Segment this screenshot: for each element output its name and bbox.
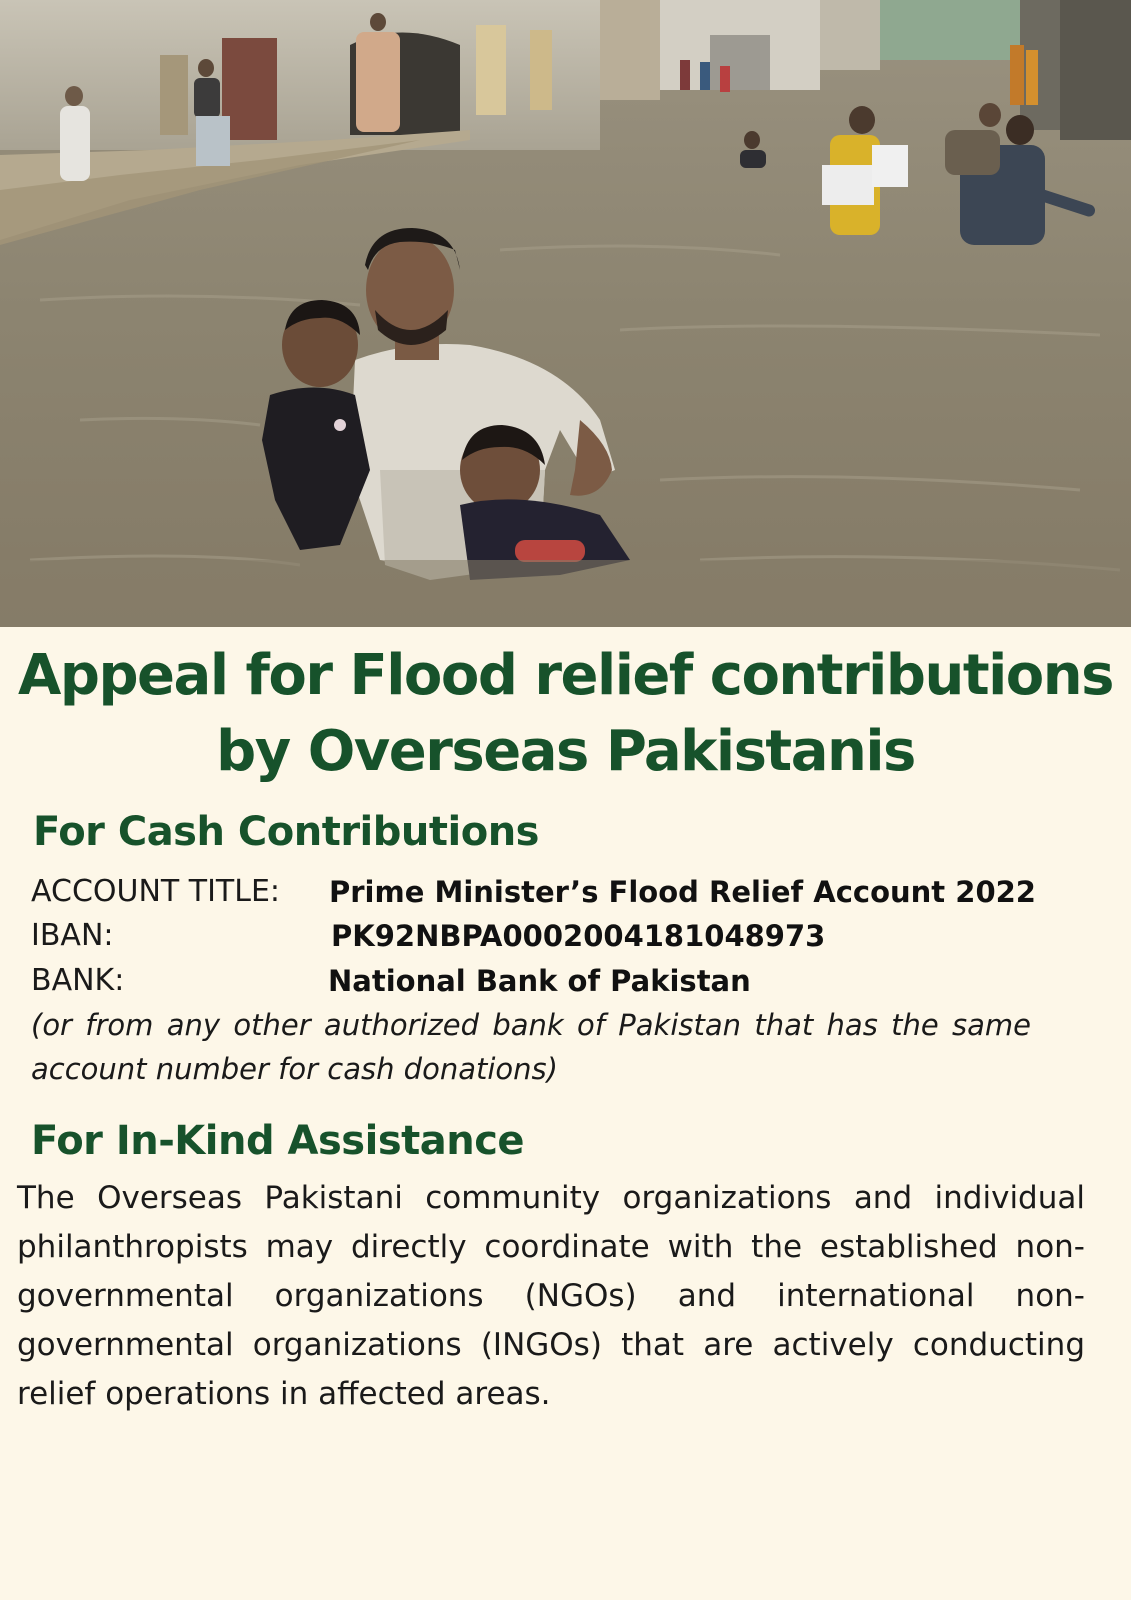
account-title-label: ACCOUNT TITLE: — [31, 874, 281, 909]
page-title — [0, 638, 1131, 790]
iban-label: IBAN: — [31, 918, 114, 953]
bank-label: BANK: — [31, 963, 125, 998]
in-kind-body: The Overseas Pakistani community organizations and individual philanthropists may directly coordinate with the established non-governmental organizations (NGOs) and international non-governmental organizations (INGOs) that are actively conducting relief operations in affected areas. — [17, 1180, 1085, 1412]
account-title-row — [31, 872, 1111, 912]
iban-row — [31, 916, 1111, 956]
in-kind-assistance-heading: For In-Kind Assistance — [31, 1118, 525, 1164]
cash-contributions-heading: For Cash Contributions — [33, 809, 539, 855]
bank-row — [31, 961, 1111, 1001]
account-title-value: Prime Minister’s Flood Relief Account 2022 — [329, 875, 1036, 909]
cash-note: (or from any other authorized bank of Pakistan that has the same account number for cash donations) — [31, 1008, 1031, 1086]
bank-value: National Bank of Pakistan — [328, 964, 751, 998]
flood-scene-photo-icon — [0, 0, 1131, 627]
title-line-2: by Overseas Pakistanis — [216, 719, 915, 784]
flood-photo — [0, 0, 1131, 627]
title-line-1: Appeal for Flood relief contributions — [18, 643, 1113, 708]
iban-value: PK92NBPA0002004181048973 — [331, 919, 826, 953]
